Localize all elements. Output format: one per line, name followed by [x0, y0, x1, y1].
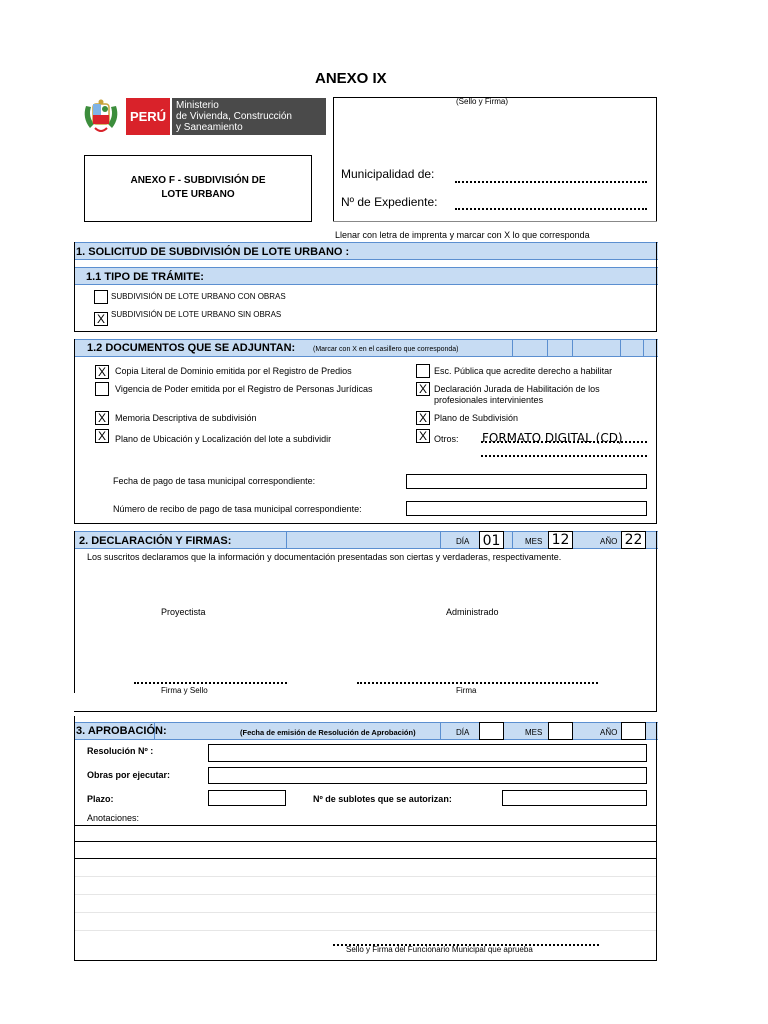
anotaciones-label: Anotaciones:: [87, 813, 140, 823]
logo-ministry-line1: Ministerio: [176, 100, 219, 111]
doc-declaracion-jurada-label: Declaración Jurada de Habilitación de los: [434, 384, 600, 394]
page-title: ANEXO IX: [315, 70, 387, 87]
section11-title: 1.1 TIPO DE TRÁMITE:: [86, 271, 204, 283]
obras-field[interactable]: [208, 767, 647, 784]
section2-mes-label: MES: [525, 537, 543, 546]
doc-otros-label: Otros:: [434, 434, 459, 444]
resolucion-label: Resolución Nº :: [87, 746, 154, 756]
checkbox-plano-subdivision[interactable]: X: [416, 411, 430, 425]
doc-declaracion-jurada-label2: profesionales intervinientes: [434, 395, 544, 405]
section2-dia-field[interactable]: 01: [479, 531, 504, 549]
logo-ministry-line3: y Saneamiento: [176, 122, 243, 133]
section1-title: 1. SOLICITUD DE SUBDIVISIÓN DE LOTE URBANO :: [76, 246, 350, 258]
fee-date-label: Fecha de pago de tasa municipal correspondiente:: [113, 476, 316, 486]
administrado-signature-line[interactable]: [357, 682, 598, 684]
funcionario-signature-label: Sello y Firma del Funcionario Municipal que aprueba: [346, 945, 533, 954]
section12-title: 1.2 DOCUMENTOS QUE SE ADJUNTAN:: [87, 342, 296, 354]
section3-mes-field[interactable]: [548, 722, 573, 740]
option-con-obras-label: SUBDIVISIÓN DE LOTE URBANO CON OBRAS: [111, 292, 286, 301]
checkbox-otros[interactable]: X: [416, 429, 430, 443]
stamp-label: (Sello y Firma): [456, 97, 509, 106]
section3-anio-field[interactable]: [621, 722, 646, 740]
doc-esc-publica-label: Esc. Pública que acredite derecho a habilitar: [434, 366, 613, 376]
section2-mes-field[interactable]: 12: [548, 531, 573, 549]
declaration-statement: Los suscritos declaramos que la información y documentación presentadas son ciertas y verdaderas, respectivamente.: [87, 552, 562, 562]
plazo-field[interactable]: [208, 790, 286, 806]
logo-ministry-line2: de Vivienda, Construcción: [176, 111, 292, 122]
checkbox-esc-publica[interactable]: [416, 364, 430, 378]
checkbox-copia-literal[interactable]: X: [95, 365, 109, 379]
section2-anio-field[interactable]: 22: [621, 531, 646, 549]
otros-extra-line[interactable]: [481, 455, 647, 457]
checkbox-con-obras[interactable]: [94, 290, 108, 304]
proyectista-label: Proyectista: [161, 607, 206, 617]
section3-note: (Fecha de emisión de Resolución de Aprobación): [240, 728, 416, 737]
receipt-label: Número de recibo de pago de tasa municipal correspondiente:: [113, 504, 362, 514]
section2-anio-label: AÑO: [600, 537, 618, 546]
form-title-line2: LOTE URBANO: [161, 189, 235, 200]
section3-title: 3. APROBACIÓN:: [76, 725, 167, 737]
sublotes-label: Nº de sublotes que se autorizan:: [313, 794, 452, 804]
firma-sello-label: Firma y Sello: [161, 686, 208, 695]
section12-note: (Marcar con X en el casillero que corresponda): [313, 346, 459, 353]
firma-label: Firma: [456, 686, 477, 695]
instructions: Llenar con letra de imprenta y marcar con X lo que corresponda: [335, 230, 590, 240]
logo-country: PERÚ: [129, 109, 167, 124]
sublotes-field[interactable]: [502, 790, 647, 806]
doc-copia-literal-label: Copia Literal de Dominio emitida por el Registro de Predios: [115, 366, 352, 376]
checkbox-vigencia-poder[interactable]: [95, 382, 109, 396]
expediente-field[interactable]: [455, 208, 647, 210]
obras-label: Obras por ejecutar:: [87, 770, 171, 780]
otros-value[interactable]: FORMATO DIGITAL (CD): [482, 431, 623, 445]
doc-plano-ubicacion-label: Plano de Ubicación y Localización del lote a subdividir: [115, 434, 332, 444]
proyectista-signature-line[interactable]: [134, 682, 287, 684]
fee-date-field[interactable]: [406, 474, 647, 489]
administrado-label: Administrado: [446, 607, 499, 617]
checkbox-memoria[interactable]: X: [95, 411, 109, 425]
section3-dia-field[interactable]: [479, 722, 504, 740]
section2-dia-label: DÍA: [456, 537, 470, 546]
municipalidad-label: Municipalidad de:: [341, 167, 435, 181]
form-title-line1: ANEXO F - SUBDIVISIÓN DE: [130, 175, 266, 186]
option-sin-obras-label: SUBDIVISIÓN DE LOTE URBANO SIN OBRAS: [111, 310, 282, 319]
doc-memoria-label: Memoria Descriptiva de subdivisión: [115, 413, 257, 423]
expediente-label: Nº de Expediente:: [341, 195, 438, 209]
peru-coat-of-arms-icon: [82, 98, 120, 136]
section3-dia-label: DÍA: [456, 728, 470, 737]
doc-plano-subdivision-label: Plano de Subdivisión: [434, 413, 519, 423]
doc-vigencia-poder-label: Vigencia de Poder emitida por el Registro de Personas Jurídicas: [115, 384, 373, 394]
checkbox-sin-obras[interactable]: X: [94, 312, 108, 326]
section2-title: 2. DECLARACIÓN Y FIRMAS:: [79, 535, 232, 547]
checkbox-declaracion-jurada[interactable]: X: [416, 382, 430, 396]
plazo-label: Plazo:: [87, 794, 114, 804]
section3-anio-label: AÑO: [600, 728, 618, 737]
resolucion-field[interactable]: [208, 744, 647, 762]
section3-mes-label: MES: [525, 728, 543, 737]
municipalidad-field[interactable]: [455, 181, 647, 183]
receipt-field[interactable]: [406, 501, 647, 516]
checkbox-plano-ubicacion[interactable]: X: [95, 429, 109, 443]
ministry-logo: [82, 98, 326, 136]
